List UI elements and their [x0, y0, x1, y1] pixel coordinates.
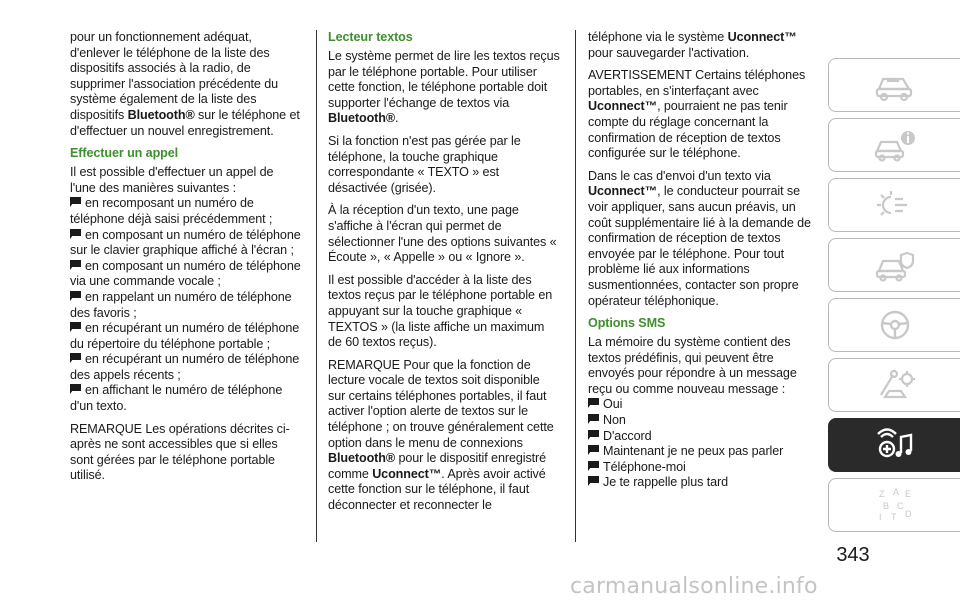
column-3	[588, 30, 820, 498]
bullet-icon	[70, 291, 81, 302]
car-service-icon	[873, 367, 917, 403]
car-icon	[873, 67, 917, 103]
paragraph: La mémoire du système contient des textos prédéfinis, qui peuvent être envoyés pour répondre à un message reçu ou comme nouveau message :	[588, 335, 797, 396]
list-item: en recomposant un numéro de téléphone déjà saisi précédemment ;	[70, 196, 273, 226]
bullet-icon	[70, 384, 81, 395]
remark: REMARQUE Les opérations décrites ci-après ne sont accessibles que si elles sont gérées par le téléphone portable utilisé.	[70, 421, 290, 483]
bullet-icon	[70, 260, 81, 271]
paragraph: Il est possible d'effectuer un appel de l'une des manières suivantes :	[70, 165, 274, 195]
paragraph: À la réception d'un texto, une page s'affiche à l'écran qui permet de sélectionner l'une des options suivantes « Écoute », « Appelle » ou « Ignore ».	[328, 203, 557, 265]
paragraph: Dans le cas d'envoi d'un texto via Uconnect™, le conducteur pourrait se voir appliquer, sans aucun préavis, un coût supplémentaire lié à la demande de confirmation de réception de textos envoyée par le téléphone. Pour tout problème lié aux informations susmentionnées, contacter son propre opérateur téléphonique.	[588, 168, 811, 308]
chapter-tabs	[828, 58, 960, 538]
section-heading: Options SMS	[588, 316, 666, 331]
svg-text:A: A	[892, 487, 899, 497]
list-item: en récupérant un numéro de téléphone du répertoire du téléphone portable ;	[70, 321, 300, 351]
bullet-icon	[70, 353, 81, 364]
paragraph: Il est possible d'accéder à la liste des textos reçus par le téléphone portable en appuyant sur la touche graphique « TEXTOS » (la liste affiche un maximum de 60 textos reçus).	[328, 272, 553, 350]
car-info-icon	[873, 127, 917, 163]
list-item: D'accord	[588, 429, 820, 445]
bullet-icon	[588, 414, 599, 425]
tab-multimedia[interactable]	[828, 418, 960, 472]
multimedia-icon	[873, 427, 917, 463]
bullet-icon	[588, 430, 599, 441]
section-heading: Lecteur textos	[328, 30, 413, 44]
svg-text:T: T	[890, 512, 896, 522]
column-separator	[575, 30, 576, 542]
list-item: Je te rappelle plus tard	[588, 475, 820, 491]
list-item: Maintenant je ne peux pas parler	[588, 444, 820, 460]
page-number: 343	[836, 544, 870, 566]
steering-wheel-icon	[873, 307, 917, 343]
tab-car-safety[interactable]	[828, 238, 960, 292]
bullet-list	[588, 397, 820, 491]
bullet-icon	[588, 476, 599, 487]
list-item: Oui	[588, 397, 820, 413]
bullet-icon	[70, 322, 81, 333]
svg-text:I: I	[878, 512, 882, 522]
list-item: en composant un numéro de téléphone sur le clavier graphique affiché à l'écran ;	[70, 227, 301, 258]
watermark: carmanualsonline.info	[570, 574, 818, 599]
bullet-list	[70, 196, 302, 414]
svg-text:C: C	[896, 501, 903, 511]
index-icon	[873, 487, 917, 523]
tab-car-info[interactable]	[828, 118, 960, 172]
column-2	[328, 30, 560, 521]
warning: AVERTISSEMENT Certains téléphones portables, en s'interfaçant avec Uconnect™, pourraient ne pas tenir compte du réglage concernant la confirmation de réception de textos configurée sur le téléphone.	[588, 68, 806, 161]
paragraph: pour un fonctionnement adéquat, d'enlever le téléphone de la liste des dispositifs associés à la radio, de supprimer l'association précédente du système également de la liste des dispositifs Bluetooth® sur le téléphone et d'effectuer un nouvel enregistrement.	[70, 30, 300, 138]
bullet-icon	[70, 229, 81, 240]
svg-text:D: D	[904, 509, 911, 519]
paragraph: Le système permet de lire les textos reçus par le téléphone portable. Pour utiliser cette fonction, le téléphone portable doit supporter l'échange de textos via Bluetooth®.	[328, 49, 560, 126]
bullet-icon	[588, 445, 599, 456]
list-item: en récupérant un numéro de téléphone des appels récents ;	[70, 352, 300, 382]
list-item: en affichant le numéro de téléphone d'un texto.	[70, 383, 283, 414]
list-item: en composant un numéro de téléphone via une commande vocale ;	[70, 258, 301, 289]
tab-steering-wheel[interactable]	[828, 298, 960, 352]
paragraph: Si la fonction n'est pas gérée par le téléphone, la touche graphique correspondante « TEXTO » est désactivée (grisée).	[328, 133, 521, 195]
remark: REMARQUE Pour que la fonction de lecture vocale de textos soit disponible sur certains téléphones portables, il faut activer l'option alerte de textos sur le téléphone ; on trouve généralement cette option dans le menu de connexions Bluetooth® pour le dispositif enregistré comme Uconnect™. Après avoir activé cette fonction sur le téléphone, il faut déconnecter et reconnecter le	[328, 357, 554, 513]
column-1	[70, 30, 302, 491]
bullet-icon	[588, 461, 599, 472]
column-separator	[316, 30, 317, 542]
svg-text:E: E	[904, 489, 911, 499]
paragraph: téléphone via le système Uconnect™ pour sauvegarder l'activation.	[588, 30, 797, 60]
section-heading: Effectuer un appel	[70, 146, 179, 161]
warning-lights-icon	[873, 187, 917, 223]
tab-index[interactable]	[828, 478, 960, 532]
car-safety-icon	[873, 247, 917, 283]
bullet-icon	[70, 197, 81, 208]
bullet-icon	[588, 398, 599, 409]
tab-car[interactable]	[828, 58, 960, 112]
tab-car-service[interactable]	[828, 358, 960, 412]
tab-warning-lights[interactable]	[828, 178, 960, 232]
svg-text:B: B	[882, 501, 889, 511]
list-item: en rappelant un numéro de téléphone des favoris ;	[70, 289, 292, 320]
list-item: Téléphone-moi	[588, 460, 820, 476]
list-item: Non	[588, 413, 820, 429]
svg-text:Z: Z	[878, 489, 884, 499]
